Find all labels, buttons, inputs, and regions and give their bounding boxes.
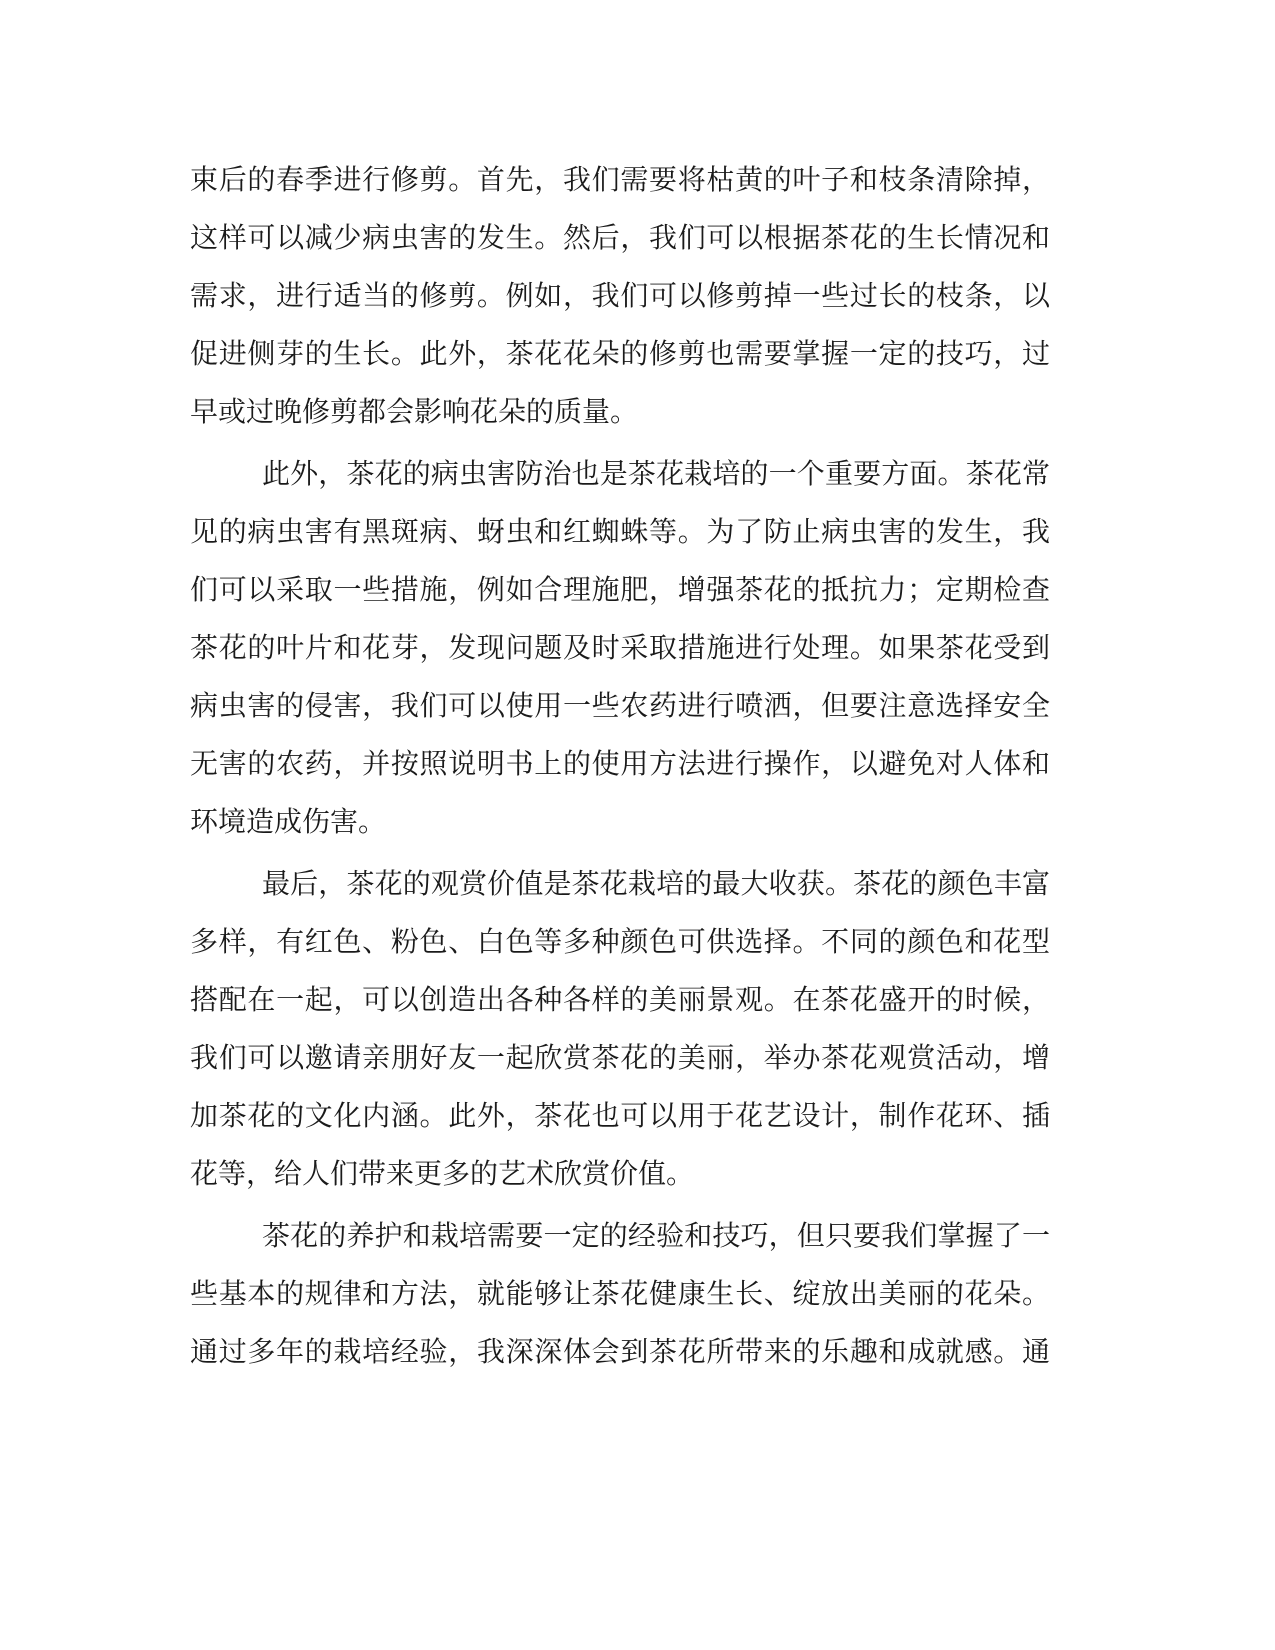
text-line: 茶花的养护和栽培需要一定的经验和技巧，但只要我们掌握了一 xyxy=(262,1219,1050,1252)
text-line: 早或过晚修剪都会影响花朵的质量。 xyxy=(190,395,639,428)
text-line: 通过多年的栽培经验，我深深体会到茶花所带来的乐趣和成就感。通 xyxy=(190,1335,1050,1368)
text-line: 环境造成伤害。 xyxy=(190,805,387,838)
text-line: 促进侧芽的生长。此外，茶花花朵的修剪也需要掌握一定的技巧，过 xyxy=(190,337,1050,370)
text-line: 些基本的规律和方法，就能够让茶花健康生长、绽放出美丽的花朵。 xyxy=(190,1277,1050,1310)
text-line: 最后，茶花的观赏价值是茶花栽培的最大收获。茶花的颜色丰富 xyxy=(262,867,1050,900)
text-line: 茶花的叶片和花芽，发现问题及时采取措施进行处理。如果茶花受到 xyxy=(190,631,1050,664)
text-line: 们可以采取一些措施，例如合理施肥，增强茶花的抵抗力；定期检查 xyxy=(190,573,1050,606)
text-line: 此外，茶花的病虫害防治也是茶花栽培的一个重要方面。茶花常 xyxy=(262,457,1050,490)
text-line: 多样，有红色、粉色、白色等多种颜色可供选择。不同的颜色和花型 xyxy=(190,925,1050,958)
text-line: 我们可以邀请亲朋好友一起欣赏茶花的美丽，举办茶花观赏活动，增 xyxy=(190,1041,1050,1074)
text-line: 搭配在一起，可以创造出各种各样的美丽景观。在茶花盛开的时候， xyxy=(190,983,1050,1016)
text-line: 加茶花的文化内涵。此外，茶花也可以用于花艺设计，制作花环、插 xyxy=(190,1099,1050,1132)
text-line: 需求，进行适当的修剪。例如，我们可以修剪掉一些过长的枝条，以 xyxy=(190,279,1050,312)
text-line: 花等，给人们带来更多的艺术欣赏价值。 xyxy=(190,1157,695,1190)
text-line: 无害的农药，并按照说明书上的使用方法进行操作，以避免对人体和 xyxy=(190,747,1050,780)
text-line: 见的病虫害有黑斑病、蚜虫和红蜘蛛等。为了防止病虫害的发生，我 xyxy=(190,515,1050,548)
text-line: 这样可以减少病虫害的发生。然后，我们可以根据茶花的生长情况和 xyxy=(190,221,1050,254)
text-line: 病虫害的侵害，我们可以使用一些农药进行喷洒，但要注意选择安全 xyxy=(190,689,1050,722)
text-line: 束后的春季进行修剪。首先，我们需要将枯黄的叶子和枝条清除掉， xyxy=(190,163,1050,196)
